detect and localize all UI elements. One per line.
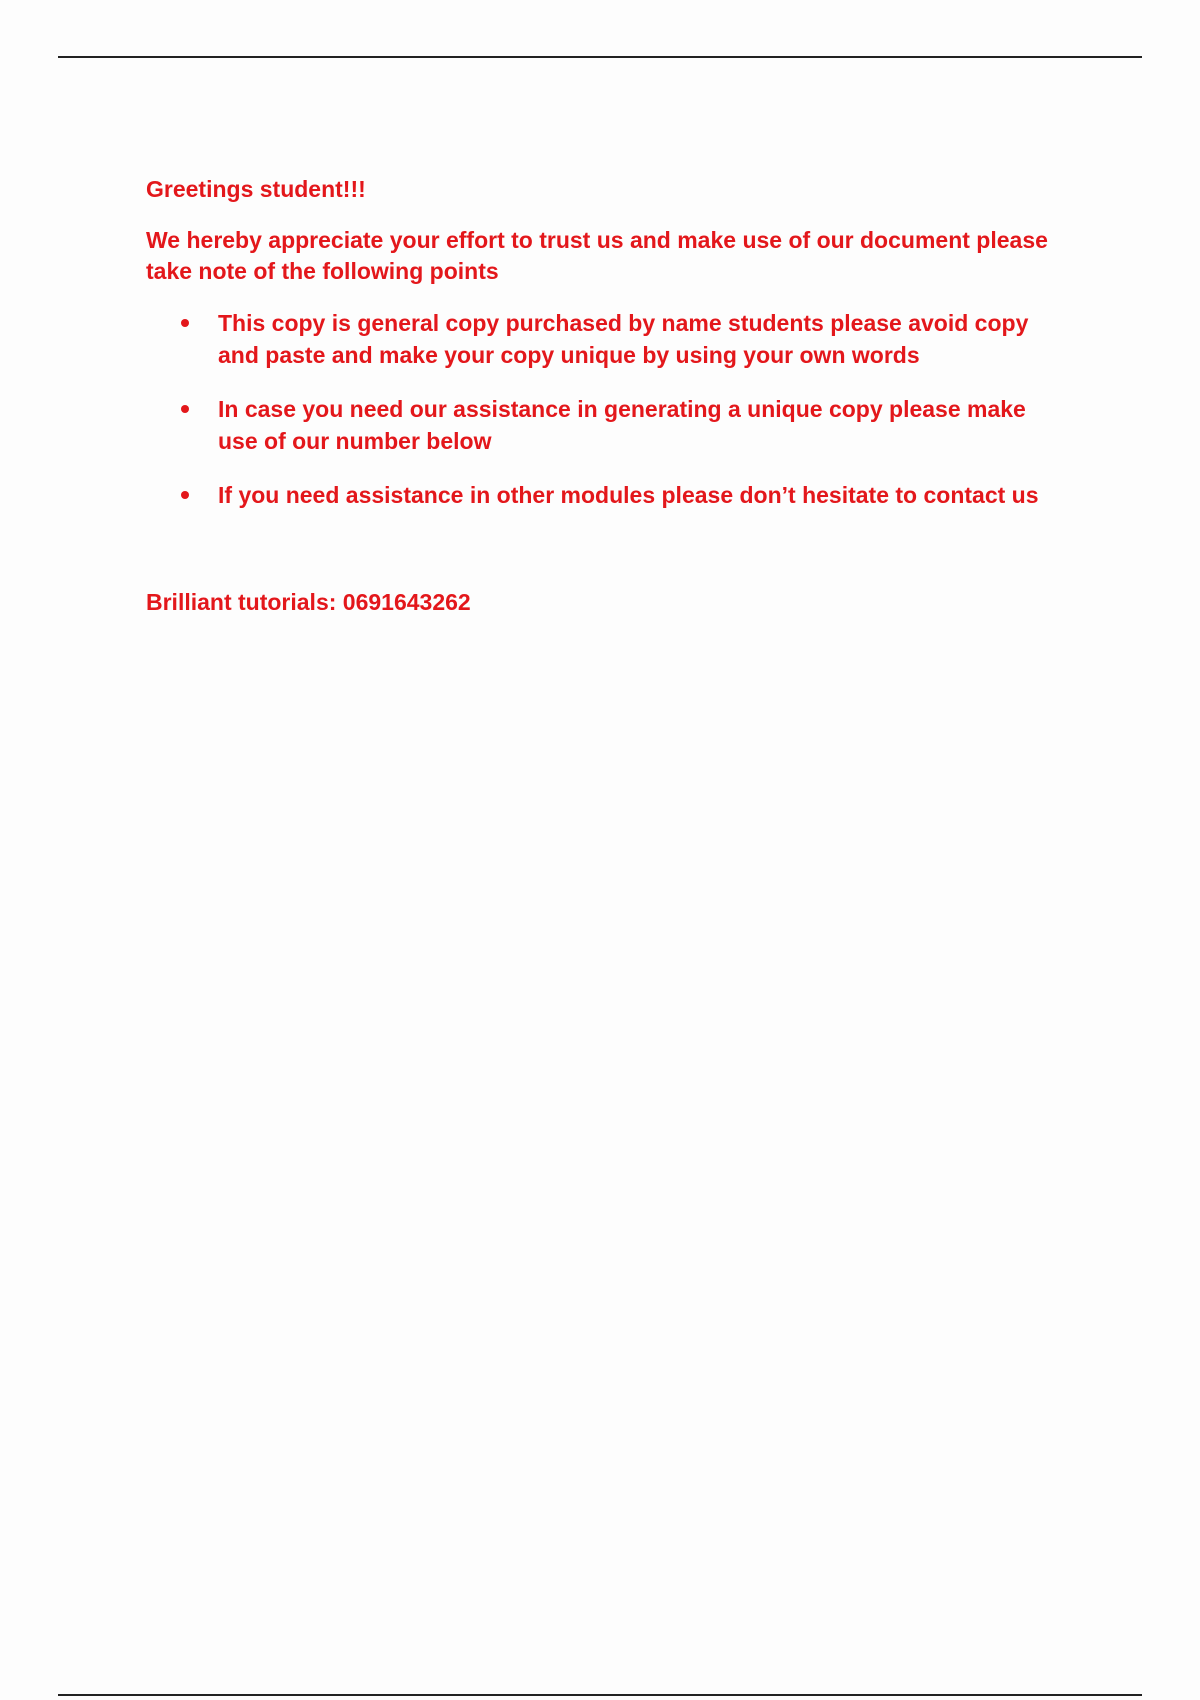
point-text: In case you need our assistance in generating a unique copy please make use of our number below	[218, 396, 1026, 454]
list-item	[146, 307, 1066, 371]
intro-text: We hereby appreciate your effort to trust us and make use of our document please take note of the following points	[146, 227, 1048, 284]
points-list	[146, 307, 1066, 511]
contact-line: Brilliant tutorials: 0691643262	[146, 589, 471, 615]
footer-rule	[58, 1694, 1142, 1696]
greeting-text: Greetings student!!!	[146, 176, 366, 202]
bullet-icon	[181, 319, 189, 327]
bullet-icon	[181, 405, 189, 413]
list-item	[146, 393, 1066, 457]
list-item	[146, 479, 1066, 511]
point-text: This copy is general copy purchased by name students please avoid copy and paste and make your copy unique by using your own words	[218, 310, 1029, 368]
bullet-icon	[181, 491, 189, 499]
header-rule	[58, 56, 1142, 58]
notice-content	[146, 174, 1066, 641]
point-text: If you need assistance in other modules please don’t hesitate to contact us	[218, 482, 1039, 508]
